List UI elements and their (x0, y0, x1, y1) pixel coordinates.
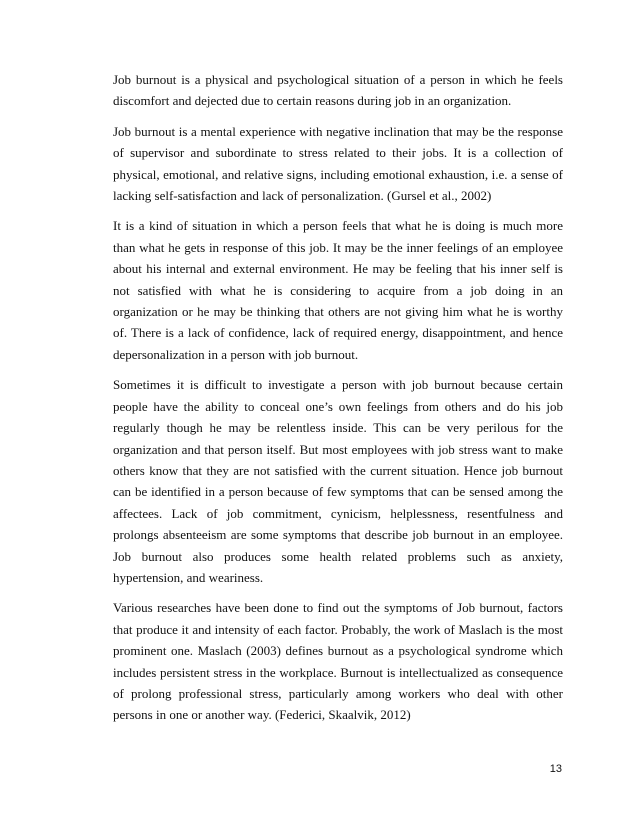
paragraph-1: Job burnout is a physical and psychological situation of a person in which he feels discomfort and dejected due to certain reasons during job in an organization. (113, 72, 563, 109)
paragraph-3: It is a kind of situation in which a person feels that what he is doing is much more than what he gets in response of this job. It may be the inner feelings of an employee about his internal and external environment. He may be feeling that his inner self is not satisfied with what he is considering to acquire from a job doing in an organization or he may be thinking that others are not giving him what he is worthy of. There is a lack of confidence, lack of required energy, disappointment, and hence depersonalization in a person with job burnout. (113, 218, 563, 362)
paragraph-5: Various researches have been done to find out the symptoms of Job burnout, factors that produce it and intensity of each factor. Probably, the work of Maslach is the most prominent one. Maslach (2003) defines burnout as a psychological syndrome which includes persistent stress in the workplace. Burnout is intellectualized as consequence of prolong professional stress, particularly among workers who deal with other persons in one or another way. (Federici, Skaalvik, 2012) (113, 600, 563, 723)
body-text (113, 69, 563, 735)
page-number: 13 (549, 763, 562, 775)
paragraph-4: Sometimes it is difficult to investigate a person with job burnout because certain people have the ability to conceal one’s own feelings from others and do his job regularly though he may be relentless inside. This can be very perilous for the organization and that person itself. But most employees with job stress want to make others know that they are not satisfied with the current situation. Hence job burnout can be identified in a person because of few symptoms that can be sensed among the affectees. Lack of job commitment, cynicism, helplessness, resentfulness and prolongs absenteeism are some symptoms that describe job burnout in an employee. Job burnout also produces some health related problems such as anxiety, hypertension, and weariness. (113, 377, 563, 585)
paragraph-2: Job burnout is a mental experience with negative inclination that may be the response of supervisor and subordinate to stress related to their jobs. It is a collection of physical, emotional, and relative signs, including emotional exhaustion, i.e. a sense of lacking self-satisfaction and lack of personalization. (Gursel et al., 2002) (113, 123, 563, 204)
